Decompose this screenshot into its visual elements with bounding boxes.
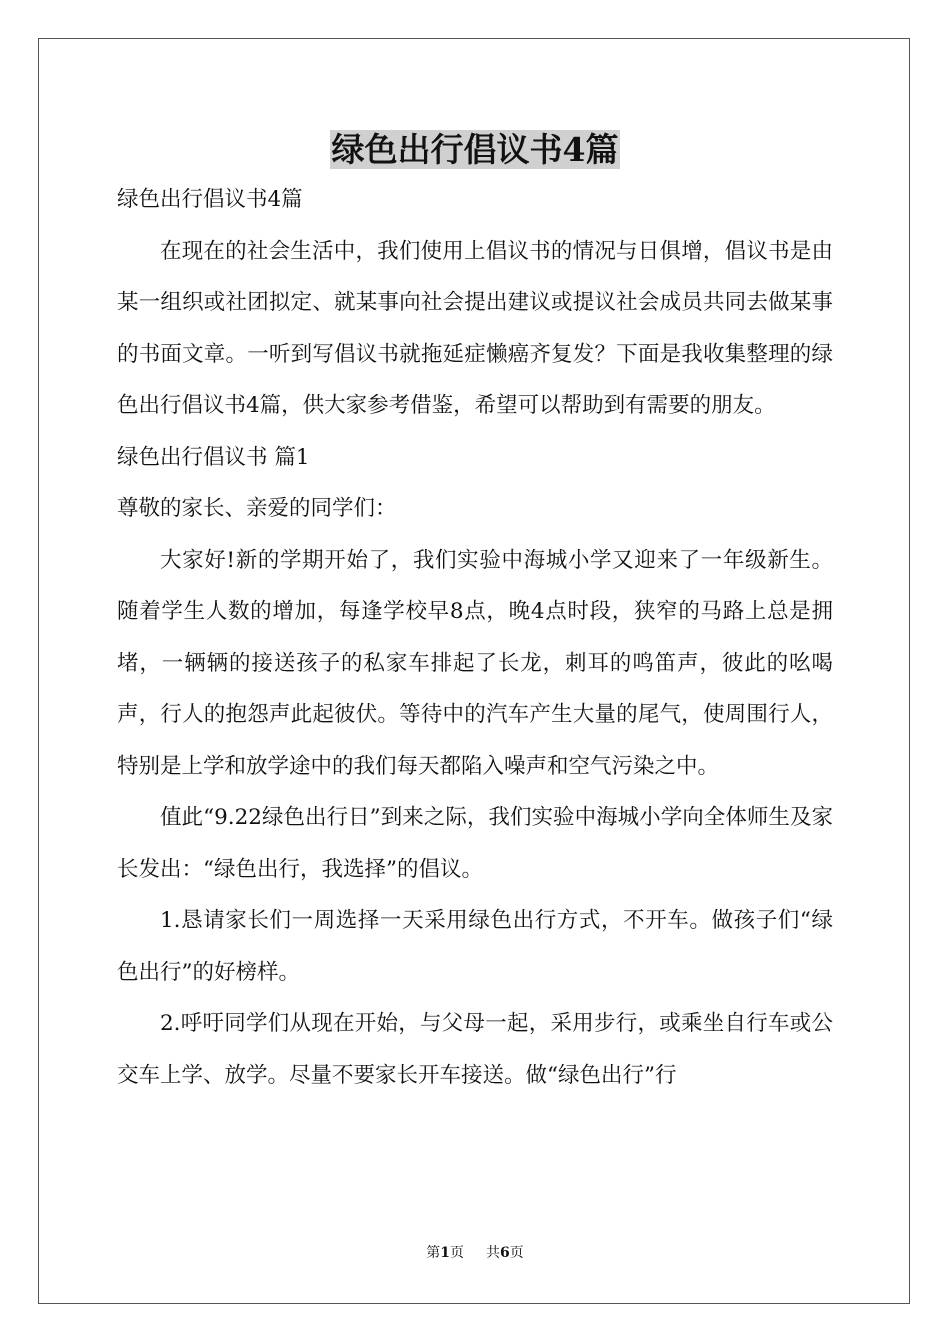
paragraph-subtitle: 绿色出行倡议书4篇 — [117, 187, 303, 212]
paragraph-body: 值此“9.22绿色出行日”到来之际，我们实验中海城小学向全体师生及家长发出：“绿色出行，我选择”的倡议。 — [117, 805, 833, 882]
document-title — [0, 124, 950, 176]
footer-page-prefix: 第 — [426, 1245, 441, 1261]
document-title-text: 绿色出行倡议书4篇 — [331, 130, 619, 169]
paragraph-body: 大家好!新的学期开始了，我们实验中海城小学又迎来了一年级新生。随着学生人数的增加，每逢学校早8点，晚4点时段，狭窄的马路上总是拥堵，一辆辆的接送孩子的私家车排起了长龙，刺耳的鸣笛声，彼此的吆喝声，行人的抱怨声此起彼伏。等待中的汽车产生大量的尾气，使周围行人，特别是上学和放学途中的我们每天都陷入噪声和空气污染之中。 — [117, 547, 833, 779]
paragraph-salutation: 尊敬的家长、亲爱的同学们： — [117, 496, 397, 521]
footer-page-suffix: 页 — [450, 1245, 464, 1261]
footer-total-number: 6 — [500, 1245, 510, 1261]
footer-total-prefix: 共 — [486, 1245, 500, 1261]
paragraph-intro: 在现在的社会生活中，我们使用上倡议书的情况与日俱增，倡议书是由某一组织或社团拟定、就某事向社会提出建议或提议社会成员共同去做某事的书面文章。一听到写倡议书就拖延症懒癌齐复发？下面是我收集整理的绿色出行倡议书4篇，供大家参考借鉴，希望可以帮助到有需要的朋友。 — [117, 238, 833, 418]
section-heading: 绿色出行倡议书 篇1 — [117, 444, 310, 470]
footer-page-number: 1 — [440, 1245, 450, 1261]
paragraph-item-2: 2.呼吁同学们从现在开始，与父母一起，采用步行，或乘坐自行车或公交车上学、放学。尽量不要家长开车接送。做“绿色出行”行 — [117, 1011, 833, 1088]
footer-total-suffix: 页 — [509, 1245, 524, 1261]
document-body — [117, 174, 833, 1101]
paragraph-item-1: 1.恳请家长们一周选择一天采用绿色出行方式，不开车。做孩子们“绿色出行”的好榜样。 — [117, 908, 833, 985]
page-footer — [0, 1244, 950, 1262]
